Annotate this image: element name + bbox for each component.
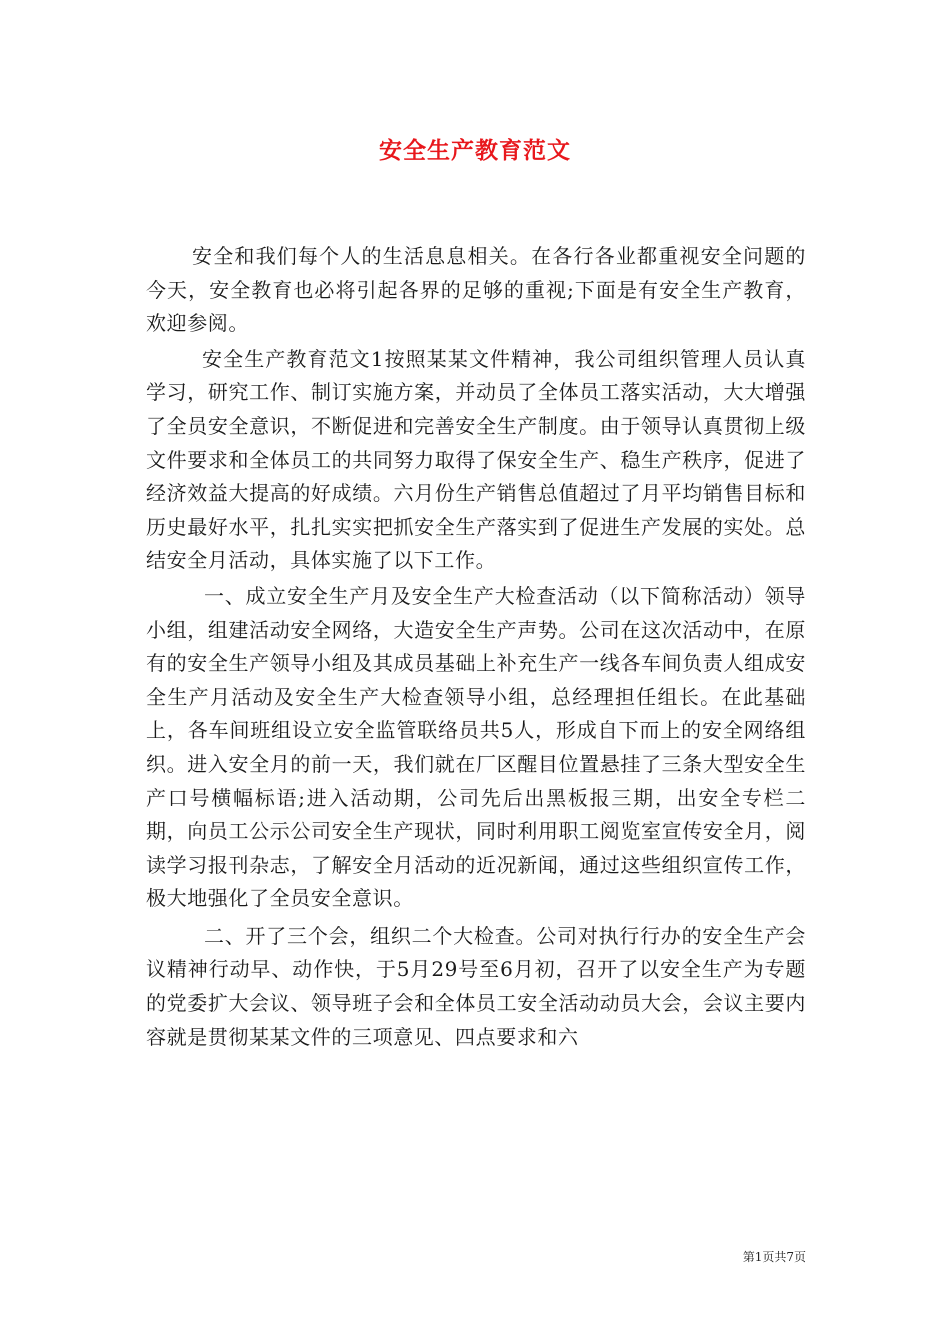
paragraph-section-1: 一、成立安全生产月及安全生产大检查活动（以下简称活动）领导小组，组建活动安全网络，大造安全生产声势。公司在这次活动中，在原有的安全生产领导小组及其成员基础上补充生产一线各车间负责人组成安全生产月活动及安全生产大检查领导小组，总经理担任组长。在此基础上，各车间班组设立安全监管联络员共5人，形成自下而上的安全网络组织。进入安全月的前一天，我们就在厂区醒目位置悬挂了三条大型安全生产口号横幅标语;进入活动期，公司先后出黑板报三期，出安全专栏二期，向员工公示公司安全生产现状，同时利用职工阅览室宣传安全月，阅读学习报刊杂志，了解安全月活动的近况新闻，通过这些组织宣传工作，极大地强化了全员安全意识。 [146, 583, 806, 911]
page-number-label: 第1页共7页 [742, 1250, 806, 1264]
paragraph-section-2: 二、开了三个会，组织二个大检查。公司对执行行办的安全生产会议精神行动早、动作快，于5月29号至6月初，召开了以安全生产为专题的党委扩大会议、领导班子会和全体员工安全活动动员大会，会议主要内容就是贯彻某某文件的三项意见、四点要求和六 [146, 923, 806, 1049]
paragraph-intro: 安全和我们每个人的生活息息相关。在各行各业都重视安全问题的今天，安全教育也必将引起各界的足够的重视;下面是有安全生产教育，欢迎参阅。 [146, 244, 806, 336]
document-title: 安全生产教育范文 [379, 137, 571, 164]
page-number-footer [743, 1248, 806, 1265]
paragraph-example-1: 安全生产教育范文1按照某某文件精神，我公司组织管理人员认真学习，研究工作、制订实施方案，并动员了全体员工落实活动，大大增强了全员安全意识，不断促进和完善安全生产制度。由于领导认真贯彻上级文件要求和全体员工的共同努力取得了保安全生产、稳生产秩序，促进了经济效益大提高的好成绩。六月份生产销售总值超过了月平均销售目标和历史最好水平，扎扎实实把抓安全生产落实到了促进生产发展的实处。总结安全月活动，具体实施了以下工作。 [146, 346, 806, 573]
document-body [146, 240, 806, 1054]
